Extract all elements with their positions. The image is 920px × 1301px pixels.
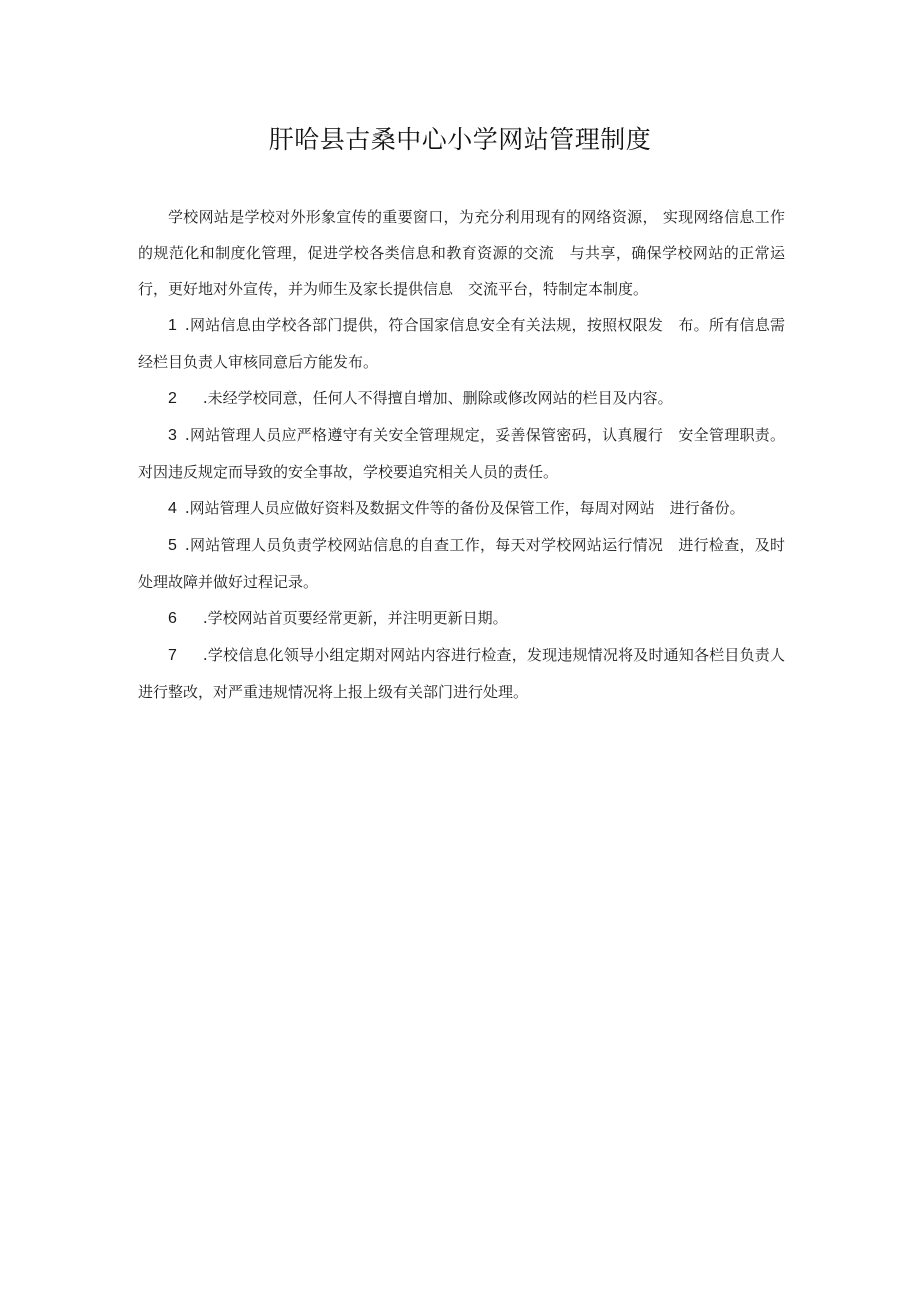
rule-number-2: 2 [168, 390, 177, 407]
rule-item-7 [138, 637, 785, 710]
rule-number-1: 1 [168, 317, 177, 334]
intro-paragraph: 学校网站是学校对外形象宣传的重要窗口，为充分利用现有的网络资源， 实现网络信息工作的规范化和制度化管理，促进学校各类信息和教育资源的交流 与共享，确保学校网站的正常运行，更好地对外宣传，并为师生及家长提供信息 交流平台，特制定本制度。 [138, 208, 785, 298]
rule-text-7: .学校信息化领导小组定期对网站内容进行检查，发现违规情况将及时通知各栏目负责人进行整改，对严重违规情况将上报上级有关部门进行处理。 [138, 646, 785, 701]
rule-number-7: 7 [168, 647, 177, 664]
rule-number-6: 6 [168, 610, 177, 627]
rule-text-6: .学校网站首页要经常更新，并注明更新日期。 [202, 609, 508, 627]
rule-item-4 [138, 490, 785, 527]
rule-item-3 [138, 417, 785, 490]
document-title: 肝哈县古桑中心小学网站管理制度 [268, 125, 652, 154]
rule-number-4: 4 [168, 500, 177, 517]
rule-text-2: .未经学校同意，任何人不得擅自增加、删除或修改网站的栏目及内容。 [202, 389, 673, 407]
rule-item-5 [138, 527, 785, 600]
rule-text-5: .网站管理人员负责学校网站信息的自查工作，每天对学校网站运行情况 进行检查，及时处理故障并做好过程记录。 [138, 536, 785, 591]
rule-number-3: 3 [168, 427, 177, 444]
rule-item-1 [138, 307, 785, 380]
rule-number-5: 5 [168, 537, 177, 554]
rule-text-4: .网站管理人员应做好资料及数据文件等的备份及保管工作，每周对网站 进行备份。 [184, 499, 745, 517]
rule-item-2 [138, 380, 785, 417]
rule-text-1: .网站信息由学校各部门提供，符合国家信息安全有关法规，按照权限发 布。所有信息需经栏目负责人审核同意后方能发布。 [138, 316, 785, 371]
rule-text-3: .网站管理人员应严格遵守有关安全管理规定，妥善保管密码，认真履行 安全管理职责。对因违反规定而导致的安全事故，学校要追究相关人员的责任。 [138, 426, 785, 481]
document-body [138, 199, 785, 710]
rule-item-6 [138, 600, 785, 637]
